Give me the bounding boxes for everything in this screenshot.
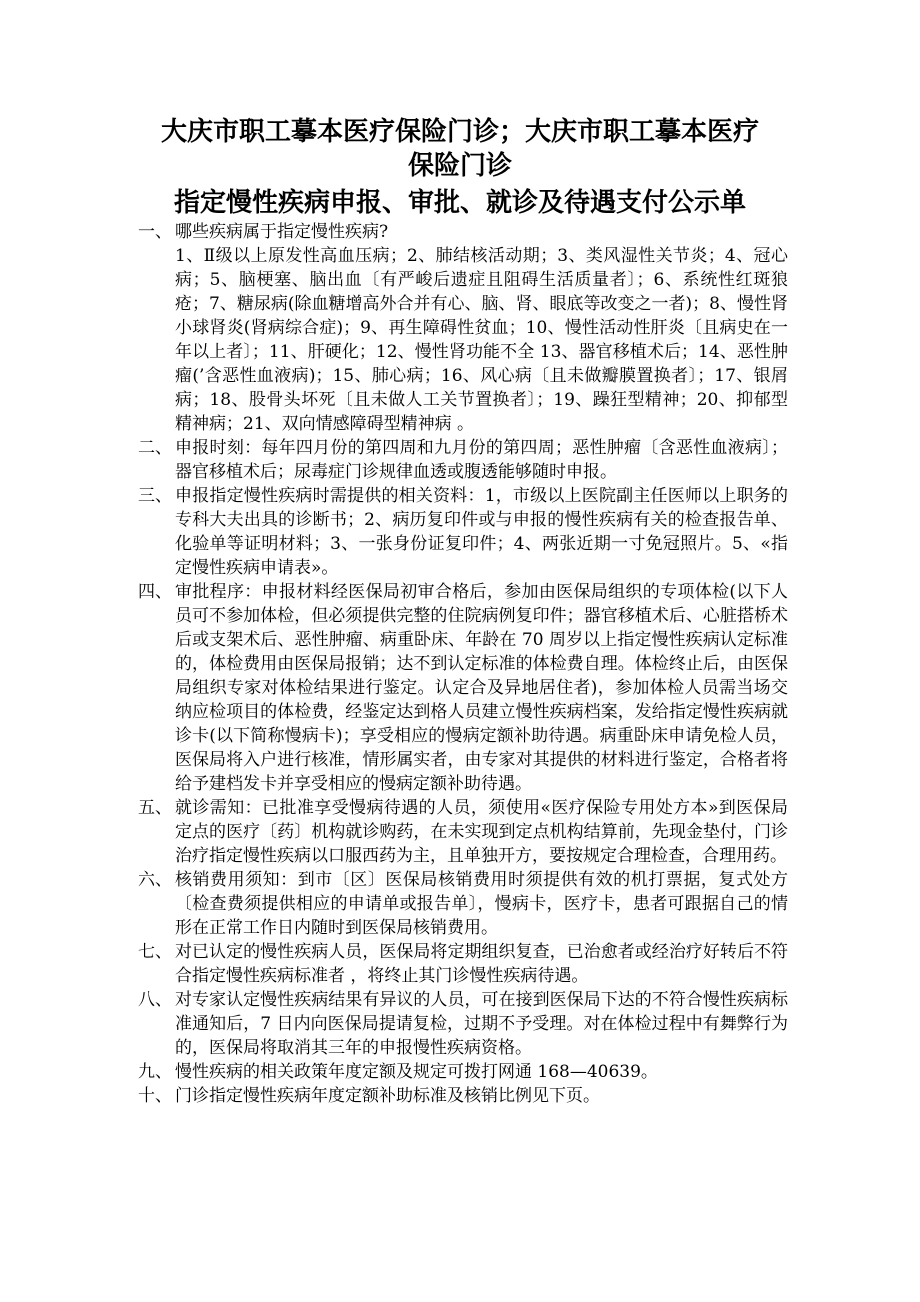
title-line-3: 指定慢性疾病申报、审批、就诊及待遇支付公示单 — [173, 188, 746, 218]
section-number: 六、 — [138, 870, 172, 890]
section-number: 三、 — [138, 486, 172, 506]
section-7 — [138, 940, 788, 988]
section-number: 八、 — [138, 990, 172, 1010]
section-3 — [138, 484, 788, 580]
section-text: 对已认定的慢性疾病人员，医保局将定期组织复查，已治愈者或经治疗好转后不符合指定慢性疾病标准者 ，将终止其门诊慢性疾病待遇。 — [175, 942, 788, 986]
section-number: 四、 — [138, 582, 172, 602]
section-text: 哪些疾病属于指定慢性疾病? — [175, 222, 389, 242]
section-number: 一、 — [138, 222, 172, 242]
section-5 — [138, 796, 788, 868]
section-text: 审批程序：申报材料经医保局初审合格后，参加由医保局组织的专项体检(以下人员可不参加体检，但必须提供完整的住院病例复印件；器官移植术后、心脏搭桥术后或支架术后、恶性肿瘤、病重卧床、年龄在 70 周岁以上指定慢性疾病认定标准的，体检费用由医保局报销；达不到认定标准的体检费自理。体检终止后，由医保局组织专家对体检结果进行鉴定。认定合及异地居住者)，参加体检人员需当场交纳应检项目的体检费，经鉴定达到格人员建立慢性疾病档案，发给指定慢性疾病就诊卡(以下简称慢病卡)；享受相应的慢病定额补助待遇。病重卧床申请免检人员，医保局将入户进行核准，情形属实者，由专家对其提供的材料进行鉴定，合格者将给予建档发卡并享受相应的慢病定额补助待遇。 — [175, 582, 788, 794]
title-line-1: 大庆市职工摹本医疗保险门诊；大庆市职工摹本医疗 — [160, 117, 759, 147]
section-9 — [138, 1060, 788, 1084]
section-text: 慢性疾病的相关政策年度定额及规定可拨打网通 168—40639。 — [175, 1062, 658, 1082]
title-line-2: 保险门诊 — [407, 151, 512, 181]
section-number: 九、 — [138, 1062, 172, 1082]
section-4 — [138, 580, 788, 796]
disease-list: 1、Ⅱ级以上原发性高血压病；2、肺结核活动期；3、类风湿性关节炎；4、冠心病；5、脑梗塞、脑出血〔有严峻后遗症且阻碍生活质量者〕；6、系统性红斑狼疮；7、糖尿病(除血糖增高外合并有心、脑、肾、眼底等改变之一者)；8、慢性肾小球肾炎(肾病综合症)；9、再生障碍性贫血；10、慢性活动性肝炎〔且病史在一年以上者〕；11、肝硬化；12、慢性肾功能不全 13、器官移植术后；14、恶性肿瘤(’含恶性血液病)；15、肺心病；16、风心病〔且未做瓣膜置换者〕；17、银屑病；18、股骨头坏死〔且未做人工关节置换者〕；19、躁狂型精神；20、抑郁型精神病；21、双向情感障碍型精神病 。 — [175, 246, 788, 434]
section-text: 核销费用须知：到市〔区〕医保局核销费用时须提供有效的机打票据，复式处方〔检查费须提供相应的申请单或报告单〕，慢病卡，医疗卡，患者可跟据自己的情形在正常工作日内随时到医保局核销费用。 — [175, 870, 788, 938]
section-1 — [138, 220, 788, 244]
section-number: 十、 — [138, 1086, 172, 1106]
section-text: 就诊需知：已批准享受慢病待遇的人员，须使用«医疗保险专用处方本»到医保局定点的医疗〔药〕机构就诊购药，在未实现到定点机构结算前，先现金垫付，门诊治疗指定慢性疾病以口服西药为主，且单独开方，要按规定合理检查，合理用药。 — [175, 798, 788, 866]
section-number: 五、 — [138, 798, 172, 818]
section-text: 申报指定慢性疾病时需提供的相关资料：1，市级以上医院副主任医师以上职务的专科大夫出具的诊断书；2、病历复印件或与申报的慢性疾病有关的检查报告单、化验单等证明材料；3、一张身份证复印件；4、两张近期一寸免冠照片。5、«指定慢性疾病申请表»。 — [175, 486, 788, 578]
section-6 — [138, 868, 788, 940]
section-10 — [138, 1084, 788, 1108]
section-text: 门诊指定慢性疾病年度定额补助标准及核销比例见下页。 — [175, 1086, 600, 1106]
section-number: 七、 — [138, 942, 172, 962]
section-number: 二、 — [138, 438, 172, 458]
section-2 — [138, 436, 788, 484]
document-body — [138, 220, 788, 1108]
section-text: 申报时刻：每年四月份的第四周和九月份的第四周；恶性肿瘤〔含恶性血液病〕；器官移植术后；尿毒症门诊规律血透或腹透能够随时申报。 — [175, 438, 788, 482]
section-text: 对专家认定慢性疾病结果有异议的人员，可在接到医保局下达的不符合慢性疾病标准通知后，7 日内向医保局提请复检，过期不予受理。对在体检过程中有舞弊行为的，医保局将取消其三年的申报慢性疾病资格。 — [175, 990, 788, 1058]
section-8 — [138, 988, 788, 1060]
